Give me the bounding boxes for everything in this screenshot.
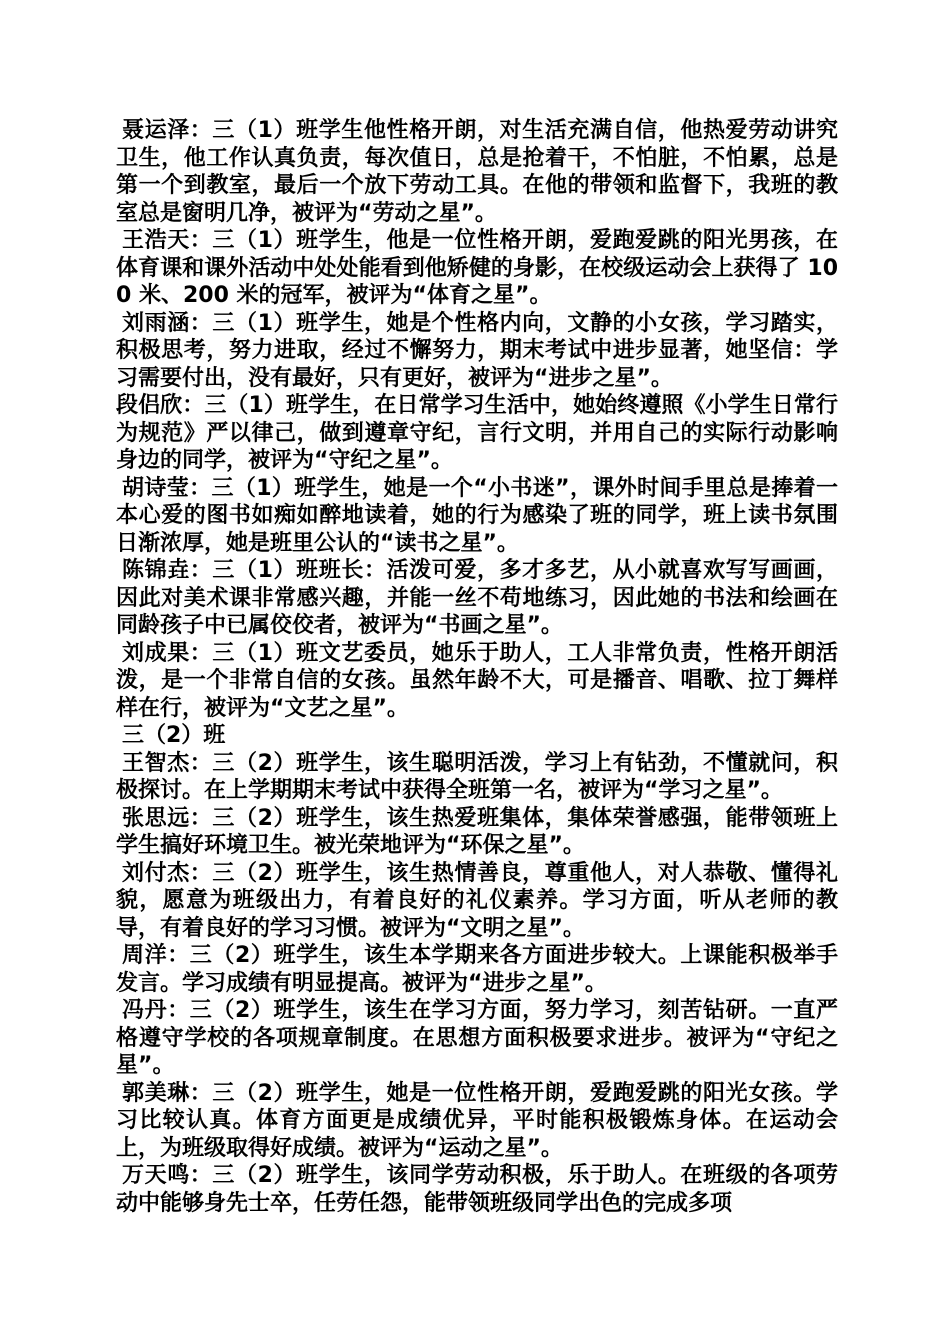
- paragraph-wan-tianming: 万天鸣：三（2）班学生，该同学劳动积极，乐于助人。在班级的各项劳动中能够身先士卒，任劳任怨，能带领班级同学出色的完成多项: [116, 1163, 838, 1216]
- paragraph-wang-zhijie: 王智杰：三（2）班学生，该生聪明活泼，学习上有钻劲，不懂就问，积极探讨。在上学期期末考试中获得全班第一名，被评为“学习之星”。: [116, 750, 838, 803]
- document-page: [116, 117, 838, 1217]
- paragraph-liu-chengguo: 刘成果：三（1）班文艺委员，她乐于助人，工人非常负责，性格开朗活泼，是一个非常自信的女孩。虽然年龄不大，可是播音、唱歌、拉丁舞样样在行，被评为“文艺之星”。: [116, 640, 838, 721]
- paragraph-guo-meilin: 郭美琳：三（2）班学生，她是一位性格开朗，爱跑爱跳的阳光女孩。学习比较认真。体育方面更是成绩优异，平时能积极锻炼身体。在运动会上，为班级取得好成绩。被评为“运动之星”。: [116, 1080, 838, 1161]
- paragraph-wang-haotian: 王浩天：三（1）班学生，他是一位性格开朗，爱跑爱跳的阳光男孩，在体育课和课外活动中处处能看到他矫健的身影，在校级运动会上获得了 100 米、200 米的冠军，被评为“体育之星”。: [116, 228, 838, 308]
- paragraph-zhang-siyuan: 张思远：三（2）班学生，该生热爱班集体，集体荣誉感强，能带领班上学生搞好环境卫生。被光荣地评为“环保之星”。: [116, 805, 838, 858]
- paragraph-duan-lvxin: 段侣欣：三（1）班学生，在日常学习生活中，她始终遵照《小学生日常行为规范》严以律己，做到遵章守纪，言行文明，并用自己的实际行动影响身边的同学，被评为“守纪之星”。: [116, 393, 838, 473]
- paragraph-feng-dan: 冯丹：三（2）班学生，该生在学习方面，努力学习，刻苦钻研。一直严格遵守学校的各项规章制度。在思想方面积极要求进步。被评为“守纪之星”。: [116, 998, 838, 1078]
- section-heading-class-3-2: 三（2）班: [122, 723, 226, 748]
- paragraph-nie-yunze: 聂运泽：三（1）班学生他性格开朗，对生活充满自信，他热爱劳动讲究卫生，他工作认真负责，每次值日，总是抢着干，不怕脏，不怕累，总是第一个到教室，最后一个放下劳动工具。在他的带领和监督下，我班的教室总是窗明几净，被评为“劳动之星”。: [116, 118, 838, 226]
- paragraph-chen-jinyao: 陈锦垚：三（1）班班长：活泼可爱，多才多艺，从小就喜欢写写画画，因此对美术课非常感兴趣，并能一丝不苟地练习，因此她的书法和绘画在同龄孩子中已属佼佼者，被评为“书画之星”。: [116, 558, 838, 638]
- paragraph-liu-yuhan: 刘雨涵：三（1）班学生，她是个性格内向，文静的小女孩，学习踏实，积极思考，努力进取，经过不懈努力，期末考试中进步显著，她坚信：学习需要付出，没有最好，只有更好，被评为“进步之星”。: [116, 310, 838, 391]
- paragraph-hu-shiying: 胡诗莹：三（1）班学生，她是一个“小书迷”，课外时间手里总是捧着一本心爱的图书如痴如醉地读着，她的行为感染了班的同学，班上读书氛围日渐浓厚，她是班里公认的“读书之星”。: [116, 475, 838, 556]
- paragraph-liu-fujie: 刘付杰：三（2）班学生，该生热情善良，尊重他人，对人恭敬、懂得礼貌，愿意为班级出力，有着良好的礼仪素养。学习方面，听从老师的教导，有着良好的学习习惯。被评为“文明之星”。: [116, 860, 838, 941]
- paragraph-zhou-yang: 周洋：三（2）班学生，该生本学期来各方面进步较大。上课能积极举手发言。学习成绩有明显提高。被评为“进步之星”。: [116, 943, 838, 996]
